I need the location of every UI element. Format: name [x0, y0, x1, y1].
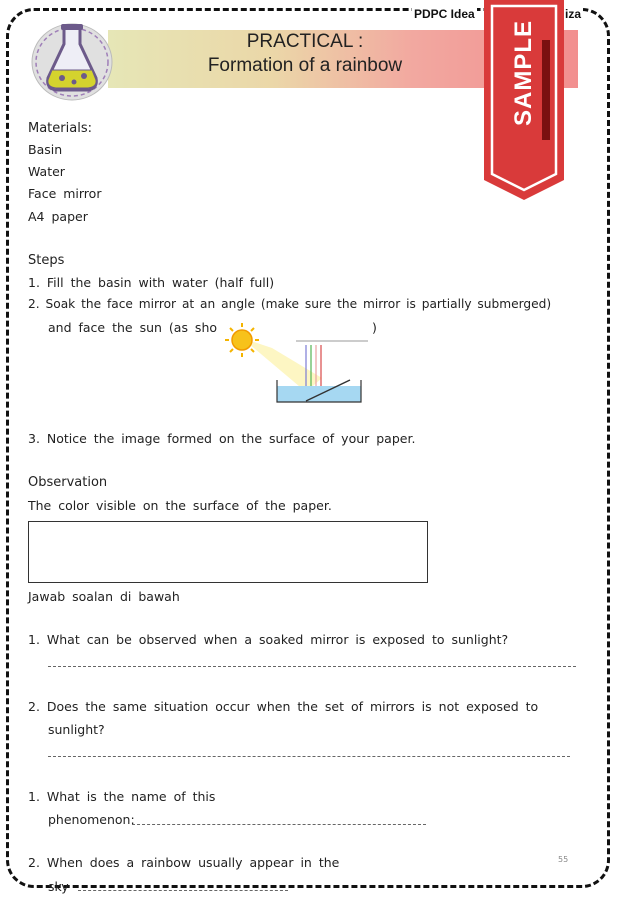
steps-heading: Steps [28, 253, 65, 268]
material-item: Basin [28, 142, 63, 157]
question-3-line-1: 1. What is the name of this [28, 789, 216, 804]
material-item: Water [28, 164, 65, 179]
observation-heading: Observation [28, 475, 108, 490]
material-item: A4 paper [28, 209, 88, 224]
observation-answer-box[interactable] [28, 521, 428, 583]
page-subtitle: Formation of a rainbow [207, 55, 403, 76]
question-4-line-1: 2. When does a rainbow usually appear in the [28, 855, 340, 870]
step-2-line-2-end: ) [372, 320, 377, 335]
sample-watermark: SAMPLE [510, 19, 537, 126]
question-4-line-2: sky [48, 879, 69, 894]
answer-line-2[interactable] [48, 756, 570, 757]
step-2-line-1: 2. Soak the face mirror at an angle (make sure the mirror is partially submerged) [28, 297, 552, 311]
flask-icon [28, 14, 118, 104]
questions-heading: Jawab soalan di bawah [28, 589, 180, 604]
page-number: 55 [558, 855, 569, 864]
step-2-line-2: and face the sun (as sho [48, 320, 218, 335]
question-2-line-1: 2. Does the same situation occur when the set of mirrors is not exposed to [28, 699, 539, 714]
rainbow-setup-diagram [222, 322, 372, 408]
page-title: PRACTICAL : [246, 31, 364, 52]
material-item: Face mirror [28, 186, 102, 201]
step-3: 3. Notice the image formed on the surface of your paper. [28, 431, 416, 446]
answer-line-3[interactable] [132, 824, 426, 825]
materials-heading: Materials: [28, 121, 92, 136]
answer-line-4[interactable] [78, 890, 288, 891]
header-label: PDPC Idea [414, 7, 475, 21]
question-1: 1. What can be observed when a soaked mirror is exposed to sunlight? [28, 632, 509, 647]
step-1: 1. Fill the basin with water (half full) [28, 275, 275, 290]
observation-text: The color visible on the surface of the paper. [28, 498, 332, 513]
question-3-line-2: phenomenon: [48, 812, 135, 827]
question-2-line-2: sunlight? [48, 722, 105, 737]
answer-line-1[interactable] [48, 666, 576, 667]
header-label-right: iza [565, 7, 582, 21]
